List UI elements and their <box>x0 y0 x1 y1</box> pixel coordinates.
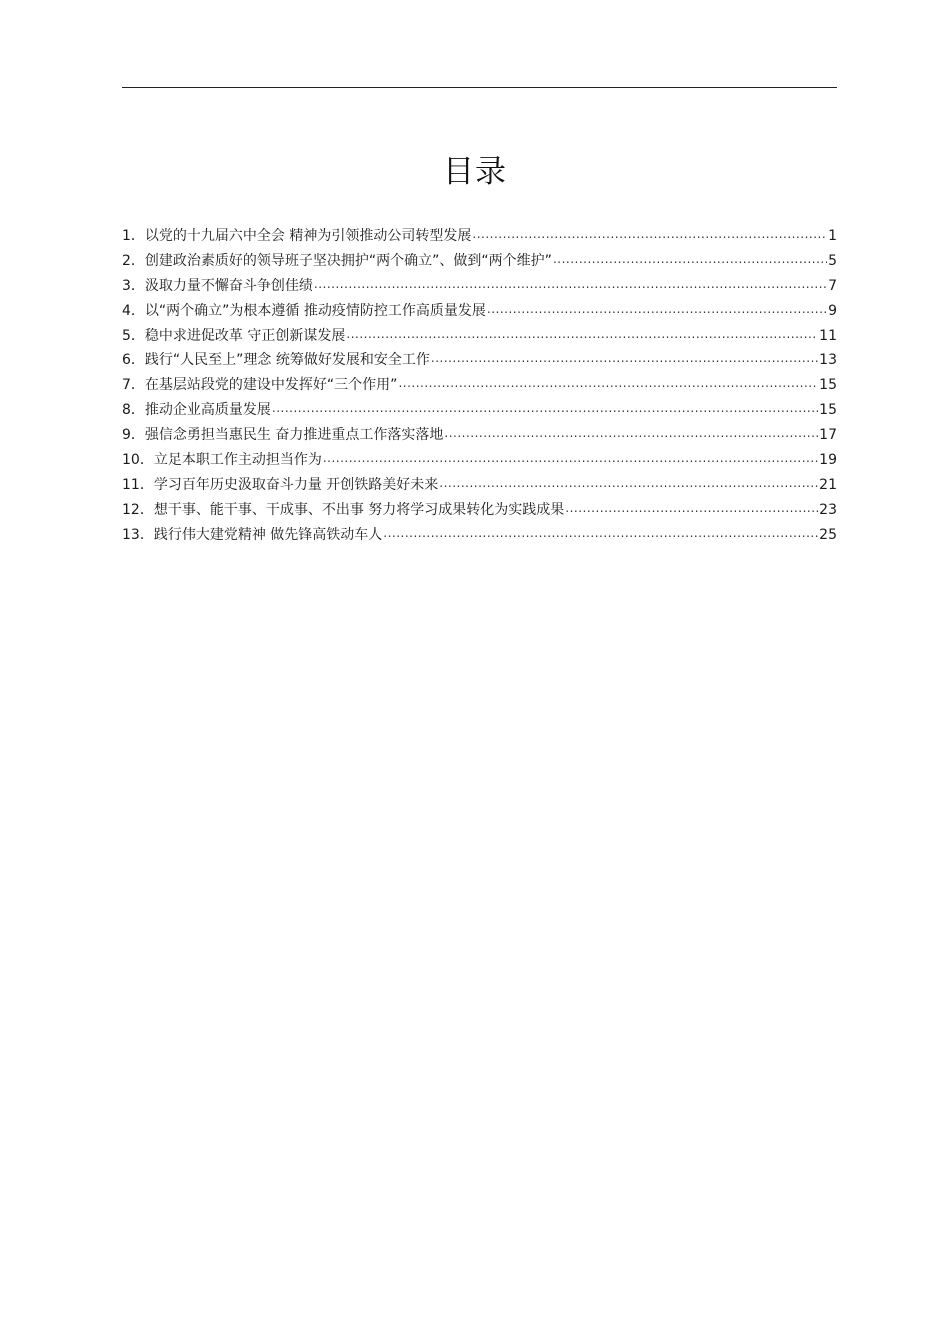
toc-item-page[interactable]: 23 <box>819 501 837 518</box>
toc-item-number: 2． <box>122 252 145 269</box>
dot-leader <box>272 400 818 414</box>
toc-item-number: 10． <box>122 452 154 469</box>
toc-item-number: 8． <box>122 402 145 419</box>
toc-item-page[interactable]: 19 <box>819 452 837 469</box>
dot-leader <box>553 251 827 265</box>
dot-leader <box>323 450 818 464</box>
toc-item-number: 11． <box>122 476 154 493</box>
dot-leader <box>431 350 818 364</box>
toc-item-number: 1． <box>122 228 145 244</box>
toc-item-page[interactable]: 11 <box>819 327 837 344</box>
toc-item[interactable] <box>122 449 837 474</box>
toc-item-title[interactable]: 在基层站段党的建设中发挥好“三个作用” <box>144 377 398 394</box>
toc-item-number: 9． <box>122 427 145 444</box>
toc-item-number: 3． <box>122 277 145 294</box>
toc-item-title[interactable]: 践行伟大建党精神 做先锋高铁动车人 <box>153 526 383 543</box>
toc-item-title[interactable]: 强信念勇担当惠民生 奋力推进重点工作落实落地 <box>144 427 444 444</box>
toc-item[interactable] <box>122 424 837 449</box>
toc-item-page[interactable]: 25 <box>819 526 837 543</box>
toc-item-number: 5． <box>122 327 145 344</box>
toc-item-title[interactable]: 稳中求进促改革 守正创新谋发展 <box>144 327 346 344</box>
toc-item-number: 4． <box>122 302 145 319</box>
toc-item-number: 6． <box>122 352 145 369</box>
toc-item-title[interactable]: 学习百年历史汲取奋斗力量 开创铁路美好未来 <box>153 476 439 493</box>
toc-item[interactable] <box>122 300 837 325</box>
dot-leader <box>398 375 818 389</box>
toc-item-number: 7． <box>122 377 145 394</box>
toc-item[interactable] <box>122 499 837 524</box>
dot-leader <box>383 525 818 539</box>
toc-item-title[interactable]: 立足本职工作主动担当作为 <box>153 452 322 469</box>
toc-item[interactable] <box>122 325 837 350</box>
toc-item-page[interactable]: 7 <box>828 277 837 294</box>
toc-title: 目录 <box>443 154 507 190</box>
toc-item-page[interactable]: 17 <box>819 427 837 444</box>
header-rule <box>122 87 837 88</box>
toc-item-title[interactable]: 推动企业高质量发展 <box>144 402 271 419</box>
toc-item-title[interactable]: 创建政治素质好的领导班子坚决拥护“两个确立”、做到“两个维护” <box>144 252 552 269</box>
toc-item-page[interactable]: 5 <box>828 252 837 269</box>
toc-item[interactable] <box>122 225 837 250</box>
toc-item-number: 13． <box>122 526 154 543</box>
toc-item-page[interactable]: 15 <box>819 377 837 394</box>
toc-item-page[interactable]: 15 <box>819 402 837 419</box>
dot-leader <box>314 276 827 290</box>
toc-item-number: 12． <box>122 501 154 518</box>
dot-leader <box>346 326 818 340</box>
dot-leader <box>565 500 818 514</box>
dot-leader <box>472 226 827 240</box>
toc-item-page[interactable]: 1 <box>828 228 837 244</box>
toc-item-title[interactable]: 以“两个确立”为根本遵循 推动疫情防控工作高质量发展 <box>144 302 486 319</box>
toc-item[interactable] <box>122 349 837 374</box>
toc-item[interactable] <box>122 399 837 424</box>
toc-item-page[interactable]: 13 <box>819 352 837 369</box>
dot-leader <box>487 301 827 315</box>
toc-item[interactable] <box>122 250 837 275</box>
toc-item-page[interactable]: 9 <box>828 302 837 319</box>
toc-item[interactable] <box>122 474 837 499</box>
toc-item-title[interactable]: 想干事、能干事、干成事、不出事 努力将学习成果转化为实践成果 <box>153 501 565 518</box>
toc-item-title[interactable]: 以党的十九届六中全会 精神为引领推动公司转型发展 <box>144 228 472 244</box>
toc-item[interactable] <box>122 524 837 549</box>
dot-leader <box>439 475 818 489</box>
toc-item[interactable] <box>122 374 837 399</box>
toc-item-page[interactable]: 21 <box>819 476 837 493</box>
toc-list <box>122 225 837 549</box>
dot-leader <box>444 425 818 439</box>
toc-item[interactable] <box>122 275 837 300</box>
toc-item-title[interactable]: 践行“人民至上”理念 统筹做好发展和安全工作 <box>144 352 430 369</box>
toc-item-title[interactable]: 汲取力量不懈奋斗争创佳绩 <box>144 277 313 294</box>
